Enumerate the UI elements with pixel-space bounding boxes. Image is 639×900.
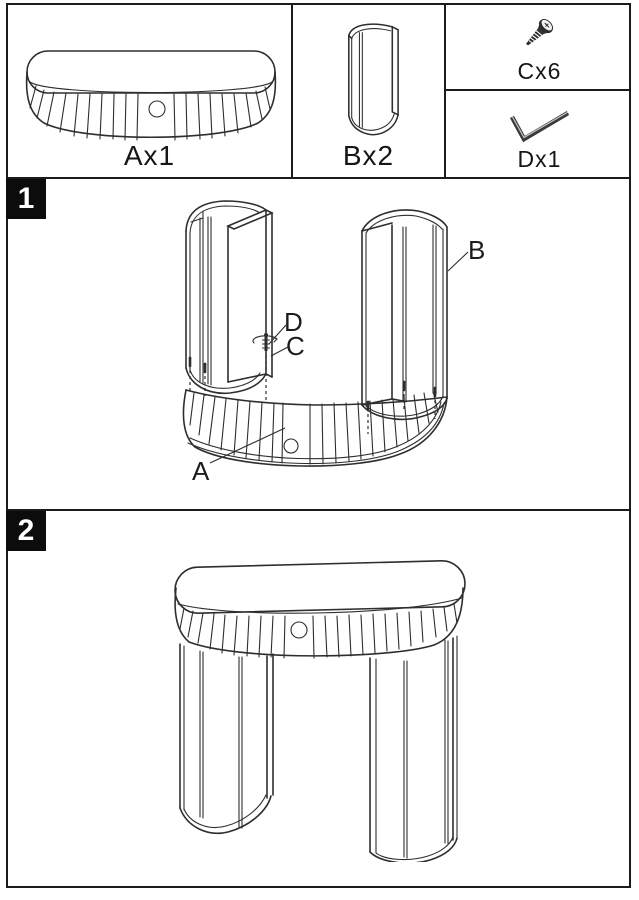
step-2-badge: 2 xyxy=(6,511,46,551)
step-1-callout-d: D xyxy=(284,307,303,337)
part-a-drawing-drawer-unit xyxy=(18,46,284,146)
divider-cell-c-d xyxy=(444,89,631,91)
step-1-callout-b: B xyxy=(468,235,486,265)
step-2-finished-table-drawing xyxy=(140,550,502,862)
part-b-drawing-leg-frame xyxy=(343,20,401,141)
step-1-badge: 1 xyxy=(6,179,46,219)
part-c-drawing-screw-icon xyxy=(512,10,564,62)
part-c-label: Cx6 xyxy=(517,58,562,84)
step-1-callout-a: A xyxy=(192,456,210,486)
step-1-callout-c: C xyxy=(286,331,305,361)
part-b-label: Bx2 xyxy=(342,140,395,171)
divider-parts-step1 xyxy=(6,177,631,179)
part-d-label: Dx1 xyxy=(517,146,562,172)
part-d-drawing-allen-key-icon xyxy=(503,102,577,148)
divider-step1-step2 xyxy=(6,509,631,511)
part-a-label: Ax1 xyxy=(123,140,176,171)
